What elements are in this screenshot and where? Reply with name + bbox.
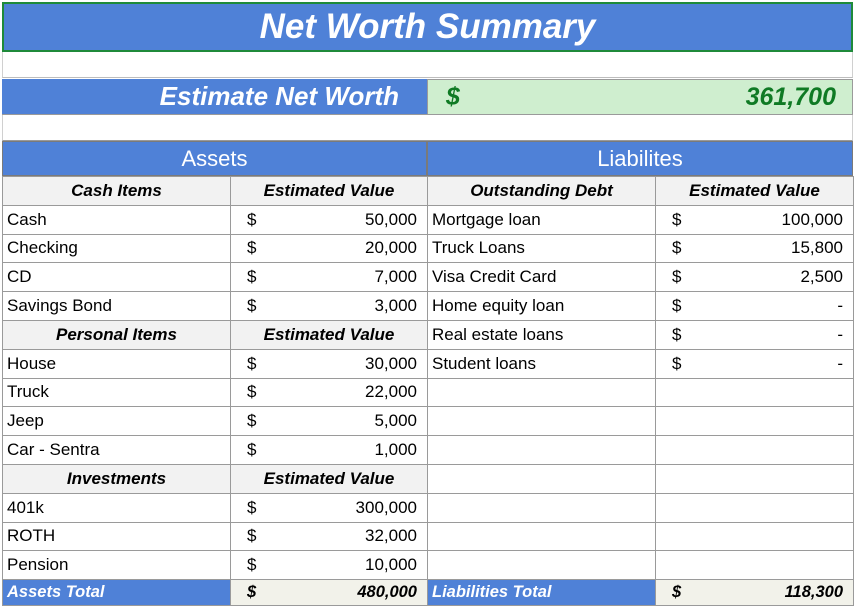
empty-cell[interactable] — [428, 436, 656, 465]
empty-cell[interactable] — [428, 378, 656, 407]
table-row — [3, 436, 428, 465]
item-label-cell[interactable]: Savings Bond — [3, 292, 231, 321]
total-value-cell[interactable] — [231, 580, 428, 606]
item-value-cell[interactable] — [231, 522, 428, 551]
amount: 10,000 — [365, 555, 417, 575]
item-label-cell[interactable]: ROTH — [3, 522, 231, 551]
currency-value — [235, 555, 423, 575]
currency-symbol: $ — [672, 296, 682, 316]
empty-cell[interactable] — [656, 464, 854, 493]
table-row — [3, 522, 428, 551]
currency-symbol: $ — [672, 267, 682, 287]
empty-cell[interactable] — [656, 407, 854, 436]
net-worth-value-cell[interactable] — [427, 79, 853, 115]
total-row — [3, 580, 428, 606]
currency-symbol: $ — [247, 411, 257, 431]
currency-symbol: $ — [247, 267, 257, 287]
table-row — [3, 205, 428, 234]
item-label-cell[interactable]: Student loans — [428, 349, 656, 378]
item-label-cell[interactable]: Truck Loans — [428, 234, 656, 263]
item-value-cell[interactable] — [231, 551, 428, 580]
amount: 15,800 — [791, 238, 843, 258]
table-row — [3, 407, 428, 436]
category-header-cell[interactable]: Outstanding Debt — [428, 177, 656, 206]
currency-value — [235, 267, 423, 287]
table-row — [3, 349, 428, 378]
currency-symbol: $ — [247, 526, 257, 546]
empty-cell[interactable] — [428, 493, 656, 522]
total-value-cell[interactable] — [656, 580, 854, 606]
currency-symbol: $ — [672, 238, 682, 258]
currency-value — [235, 498, 423, 518]
liabilities-table — [427, 176, 854, 606]
item-label-cell[interactable]: 401k — [3, 493, 231, 522]
assets-heading[interactable]: Assets — [2, 141, 427, 176]
empty-cell[interactable] — [656, 493, 854, 522]
item-label-cell[interactable]: Real estate loans — [428, 320, 656, 349]
item-value-cell[interactable] — [656, 234, 854, 263]
net-worth-label[interactable]: Estimate Net Worth — [2, 79, 427, 115]
total-amount: 118,300 — [784, 583, 843, 602]
amount: 30,000 — [365, 353, 417, 373]
spacer-row[interactable] — [2, 115, 853, 141]
amount: 22,000 — [365, 382, 417, 402]
table-row — [3, 292, 428, 321]
currency-symbol: $ — [672, 583, 682, 602]
empty-cell[interactable] — [656, 551, 854, 580]
currency-symbol: $ — [247, 555, 257, 575]
currency-symbol: $ — [672, 209, 682, 229]
amount: - — [837, 353, 843, 373]
table-row — [3, 263, 428, 292]
item-value-cell[interactable] — [656, 205, 854, 234]
empty-cell[interactable] — [428, 522, 656, 551]
table-row — [428, 263, 854, 292]
currency-symbol: $ — [247, 440, 257, 460]
item-value-cell[interactable] — [656, 292, 854, 321]
value-header-cell[interactable]: Estimated Value — [231, 177, 428, 206]
currency-value — [235, 354, 423, 374]
currency-value — [660, 354, 849, 374]
table-row — [428, 407, 854, 436]
currency-symbol: $ — [247, 497, 257, 517]
value-header-cell[interactable]: Estimated Value — [656, 177, 854, 206]
currency-symbol: $ — [247, 353, 257, 373]
amount: 2,500 — [800, 267, 843, 287]
table-row — [3, 493, 428, 522]
amount: 3,000 — [374, 296, 417, 316]
currency-value — [660, 210, 849, 230]
item-value-cell[interactable] — [656, 263, 854, 292]
sheet-title[interactable]: Net Worth Summary — [2, 2, 853, 52]
item-value-cell[interactable] — [231, 263, 428, 292]
currency-value — [235, 296, 423, 316]
total-row — [428, 580, 854, 606]
table-row — [428, 177, 854, 206]
item-value-cell[interactable] — [231, 493, 428, 522]
total-amount: 480,000 — [357, 583, 417, 602]
empty-cell[interactable] — [428, 464, 656, 493]
table-row — [428, 378, 854, 407]
table-row — [428, 349, 854, 378]
item-value-cell[interactable] — [656, 349, 854, 378]
table-row — [3, 551, 428, 580]
item-label-cell[interactable]: Checking — [3, 234, 231, 263]
currency-value — [235, 382, 423, 402]
item-value-cell[interactable] — [656, 320, 854, 349]
currency-symbol: $ — [247, 209, 257, 229]
empty-cell[interactable] — [656, 378, 854, 407]
amount: 20,000 — [365, 238, 417, 258]
item-label-cell[interactable]: Visa Credit Card — [428, 263, 656, 292]
net-worth-currency: $ — [446, 82, 460, 111]
currency-symbol: $ — [672, 353, 682, 373]
item-label-cell[interactable]: CD — [3, 263, 231, 292]
value-header-cell[interactable]: Estimated Value — [231, 464, 428, 493]
empty-cell[interactable] — [656, 436, 854, 465]
value-header-cell[interactable]: Estimated Value — [231, 320, 428, 349]
currency-value — [660, 583, 849, 602]
table-row — [428, 493, 854, 522]
amount: - — [837, 296, 843, 316]
item-label-cell[interactable]: House — [3, 349, 231, 378]
table-row — [3, 177, 428, 206]
currency-value — [235, 583, 423, 602]
currency-value — [235, 210, 423, 230]
item-label-cell[interactable]: Cash — [3, 205, 231, 234]
table-row — [428, 436, 854, 465]
item-value-cell[interactable] — [231, 292, 428, 321]
item-label-cell[interactable]: Truck — [3, 378, 231, 407]
empty-cell[interactable] — [428, 551, 656, 580]
amount: 5,000 — [374, 411, 417, 431]
currency-value — [235, 411, 423, 431]
table-row — [428, 205, 854, 234]
net-worth-amount: 361,700 — [745, 82, 836, 111]
item-label-cell[interactable]: Car - Sentra — [3, 436, 231, 465]
total-label-cell[interactable]: Liabilities Total — [428, 580, 656, 606]
item-label-cell[interactable]: Pension — [3, 551, 231, 580]
table-row — [428, 522, 854, 551]
currency-value — [235, 526, 423, 546]
currency-symbol: $ — [247, 296, 257, 316]
amount: 32,000 — [365, 526, 417, 546]
item-label-cell[interactable]: Home equity loan — [428, 292, 656, 321]
amount: 50,000 — [365, 209, 417, 229]
item-value-cell[interactable] — [231, 349, 428, 378]
table-row — [3, 320, 428, 349]
item-value-cell[interactable] — [231, 234, 428, 263]
item-value-cell[interactable] — [231, 436, 428, 465]
currency-value — [660, 238, 849, 258]
currency-value — [660, 296, 849, 316]
amount: 300,000 — [355, 497, 417, 517]
empty-cell[interactable] — [428, 407, 656, 436]
item-label-cell[interactable]: Mortgage loan — [428, 205, 656, 234]
amount: - — [837, 324, 843, 344]
table-row — [3, 378, 428, 407]
assets-table — [2, 176, 428, 606]
item-label-cell[interactable]: Jeep — [3, 407, 231, 436]
liabilities-heading[interactable]: Liabilites — [427, 141, 853, 176]
amount: 7,000 — [374, 267, 417, 287]
category-header-cell[interactable]: Investments — [3, 464, 231, 493]
amount: 1,000 — [374, 440, 417, 460]
currency-value — [660, 267, 849, 287]
currency-symbol: $ — [247, 238, 257, 258]
table-row — [428, 551, 854, 580]
amount: 100,000 — [781, 209, 843, 229]
currency-symbol: $ — [247, 382, 257, 402]
category-header-cell[interactable]: Personal Items — [3, 320, 231, 349]
table-row — [428, 234, 854, 263]
empty-cell[interactable] — [656, 522, 854, 551]
table-row — [428, 320, 854, 349]
item-value-cell[interactable] — [231, 407, 428, 436]
category-header-cell[interactable]: Cash Items — [3, 177, 231, 206]
spacer-row[interactable] — [2, 52, 853, 78]
currency-value — [235, 238, 423, 258]
table-row — [428, 464, 854, 493]
total-label-cell[interactable]: Assets Total — [3, 580, 231, 606]
table-row — [3, 234, 428, 263]
currency-value — [235, 440, 423, 460]
currency-symbol: $ — [672, 324, 682, 344]
item-value-cell[interactable] — [231, 205, 428, 234]
table-row — [428, 292, 854, 321]
currency-value — [660, 325, 849, 345]
table-row — [3, 464, 428, 493]
currency-symbol: $ — [247, 583, 257, 602]
item-value-cell[interactable] — [231, 378, 428, 407]
